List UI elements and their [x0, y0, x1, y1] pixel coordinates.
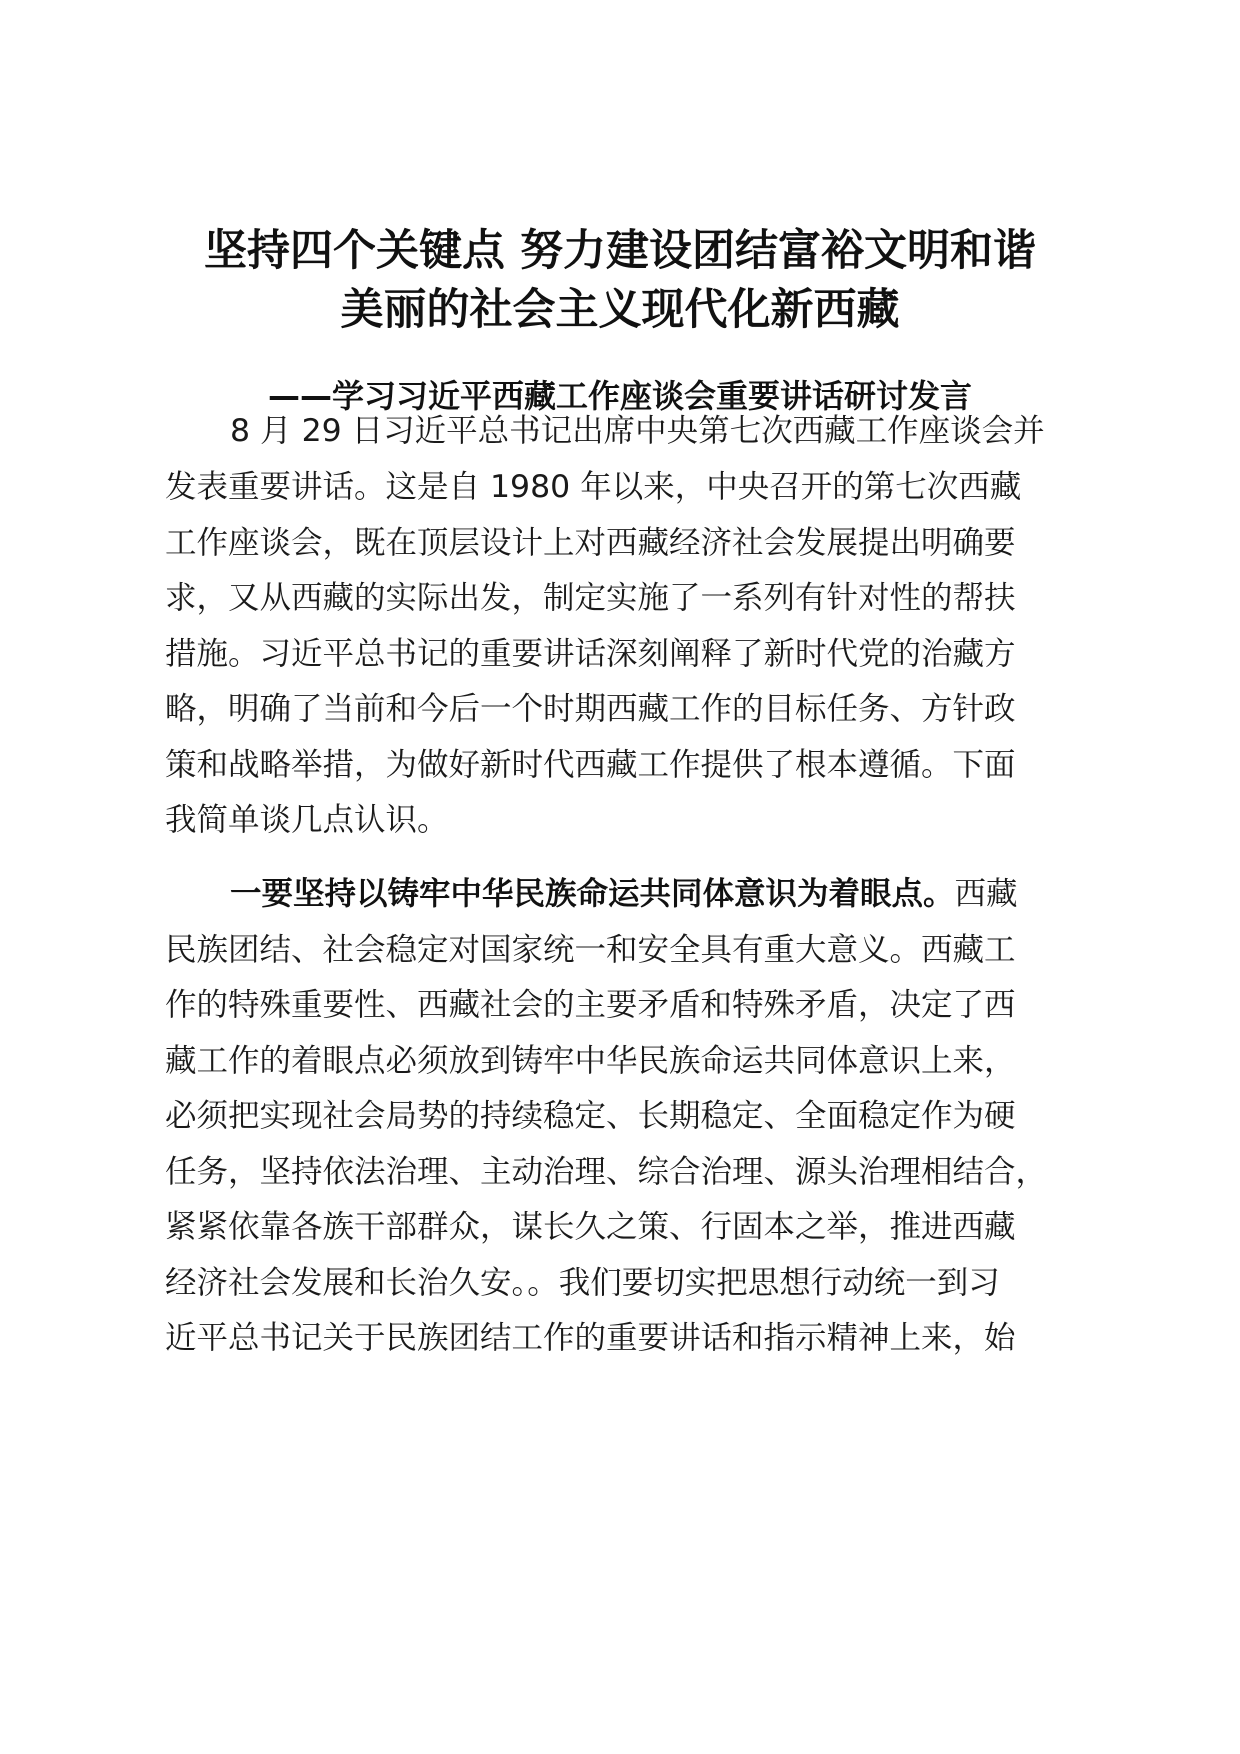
paragraph-1-line-5: 措施。习近平总书记的重要讲话深刻阐释了新时代党的治藏方: [165, 636, 1016, 672]
paragraph-1-line-2: 发表重要讲话。这是自 1980 年以来，中央召开的第七次西藏: [165, 469, 1022, 505]
paragraph-2-line-2: 民族团结、社会稳定对国家统一和安全具有重大意义。西藏工: [165, 932, 1016, 968]
document-subtitle: ——学习习近平西藏工作座谈会重要讲话研讨发言: [267, 377, 972, 415]
paragraph-1-line-3: 工作座谈会，既在顶层设计上对西藏经济社会发展提出明确要: [165, 525, 1016, 561]
paragraph-2-line-1: [230, 872, 1018, 916]
paragraph-2-line-5: 必须把实现社会局势的持续稳定、长期稳定、全面稳定作为硬: [165, 1098, 1016, 1134]
paragraph-2-line-6: 任务，坚持依法治理、主动治理、综合治理、源头治理相结合，: [165, 1154, 1048, 1190]
document-title-line-2: 美丽的社会主义现代化新西藏: [340, 285, 900, 335]
paragraph-1-line-4: 求，又从西藏的实际出发，制定实施了一系列有针对性的帮扶: [165, 580, 1016, 616]
paragraph-1-line-6: 略，明确了当前和今后一个时期西藏工作的目标任务、方针政: [165, 691, 1016, 727]
paragraph-2-line-8: 经济社会发展和长治久安。。我们要切实把思想行动统一到习: [165, 1265, 1000, 1301]
paragraph-2-line-4: 藏工作的着眼点必须放到铸牢中华民族命运共同体意识上来，: [165, 1043, 1016, 1079]
paragraph-1-line-8: 我简单谈几点认识。: [165, 802, 449, 838]
paragraph-2-lead-heading: 一要坚持以铸牢中华民族命运共同体意识为着眼点。: [230, 876, 955, 912]
paragraph-1-line-1: 8 月 29 日习近平总书记出席中央第七次西藏工作座谈会并: [230, 413, 1045, 449]
paragraph-1-line-7: 策和战略举措，为做好新时代西藏工作提供了根本遵循。下面: [165, 747, 1016, 783]
paragraph-2-line-9: 近平总书记关于民族团结工作的重要讲话和指示精神上来，始: [165, 1320, 1016, 1356]
paragraph-2-line-3: 作的特殊重要性、西藏社会的主要矛盾和特殊矛盾，决定了西: [165, 987, 1016, 1023]
paragraph-2-line-7: 紧紧依靠各族干部群众，谋长久之策、行固本之举，推进西藏: [165, 1209, 1016, 1245]
document-title-line-1: 坚持四个关键点 努力建设团结富裕文明和谐: [204, 226, 1036, 276]
paragraph-2-lead-tail: 西藏: [954, 876, 1018, 912]
